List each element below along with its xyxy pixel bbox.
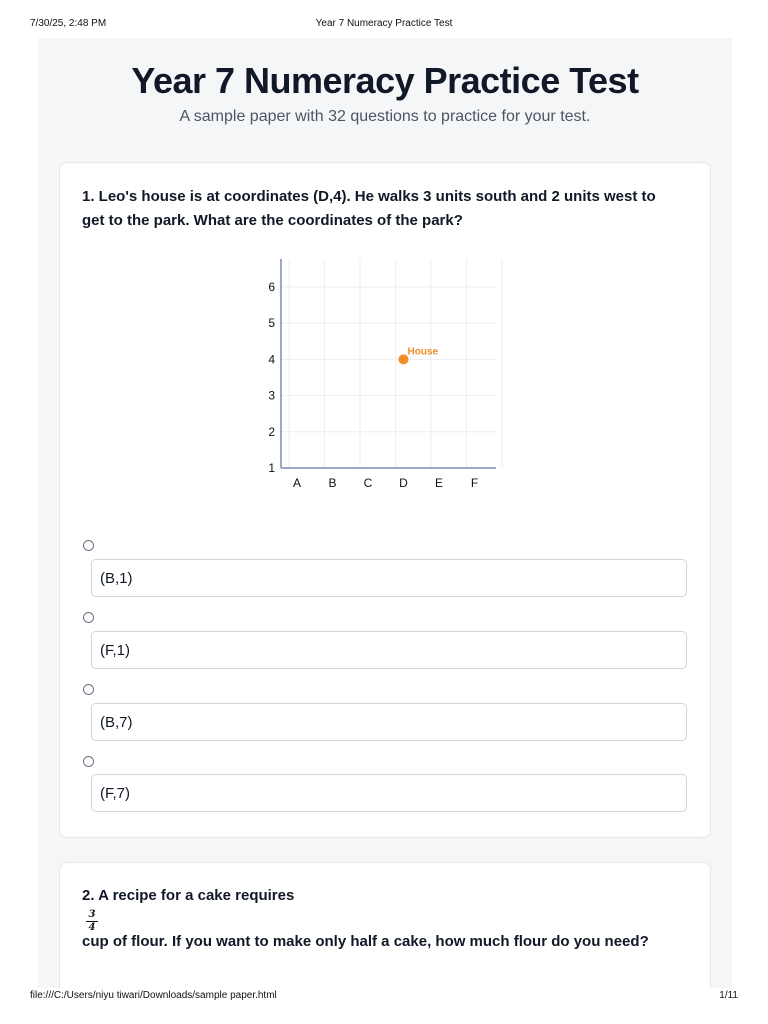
question-card-2 [59,862,711,988]
print-date: 7/30/25, 2:48 PM [30,18,107,29]
y-tick-label: 1 [268,461,275,475]
y-tick-label: 4 [268,352,275,367]
question-card-1 [59,162,711,838]
print-header [30,18,738,32]
option-radio-2[interactable] [83,612,94,623]
option-radio-4[interactable] [83,756,94,767]
x-tick-label: F [470,476,479,490]
page-number: 1/11 [719,990,738,1001]
fraction-denominator: 4 [88,922,96,933]
page-title: Year 7 Numeracy Practice Test [131,60,639,101]
option-1[interactable]: (B,1) [91,559,687,597]
x-tick-label: E [434,476,444,490]
coordinate-grid-chart [253,251,503,496]
y-tick-label: 5 [268,316,275,331]
option-3[interactable]: (B,7) [91,703,687,741]
option-radio-1[interactable] [83,540,94,551]
x-tick-label: B [328,476,337,490]
print-footer [30,990,738,1004]
print-url: file:///C:/Users/niyu tiwari/Downloads/sample paper.html [30,990,277,1001]
y-tick-label: 2 [268,424,275,439]
option-2[interactable]: (F,1) [91,631,687,669]
print-doc-title: Year 7 Numeracy Practice Test [315,18,453,29]
question-text-2-start: 2. A recipe for a cake requires [82,887,295,904]
option-4[interactable]: (F,7) [91,774,687,812]
x-tick-label: A [292,476,302,490]
x-tick-label: C [363,476,373,490]
y-tick-label: 3 [268,388,275,403]
fraction-numerator: 3 [86,909,98,922]
house-point-label: House [407,346,439,358]
option-radio-3[interactable] [83,684,94,695]
x-tick-label: D [399,476,408,490]
question-text-2-end: cup of flour. If you want to make only half a cake, how much flour do you need? [82,933,649,950]
page-subtitle: A sample paper with 32 questions to practice for your test. [179,108,591,125]
page-container [38,38,732,988]
y-tick-label: 6 [268,280,275,294]
question-text-1: 1. Leo's house is at coordinates (D,4). He walks 3 units south and 2 units west to get to the park. What are the coordinates of the park? [82,188,656,229]
fraction-three-quarters [86,909,98,933]
